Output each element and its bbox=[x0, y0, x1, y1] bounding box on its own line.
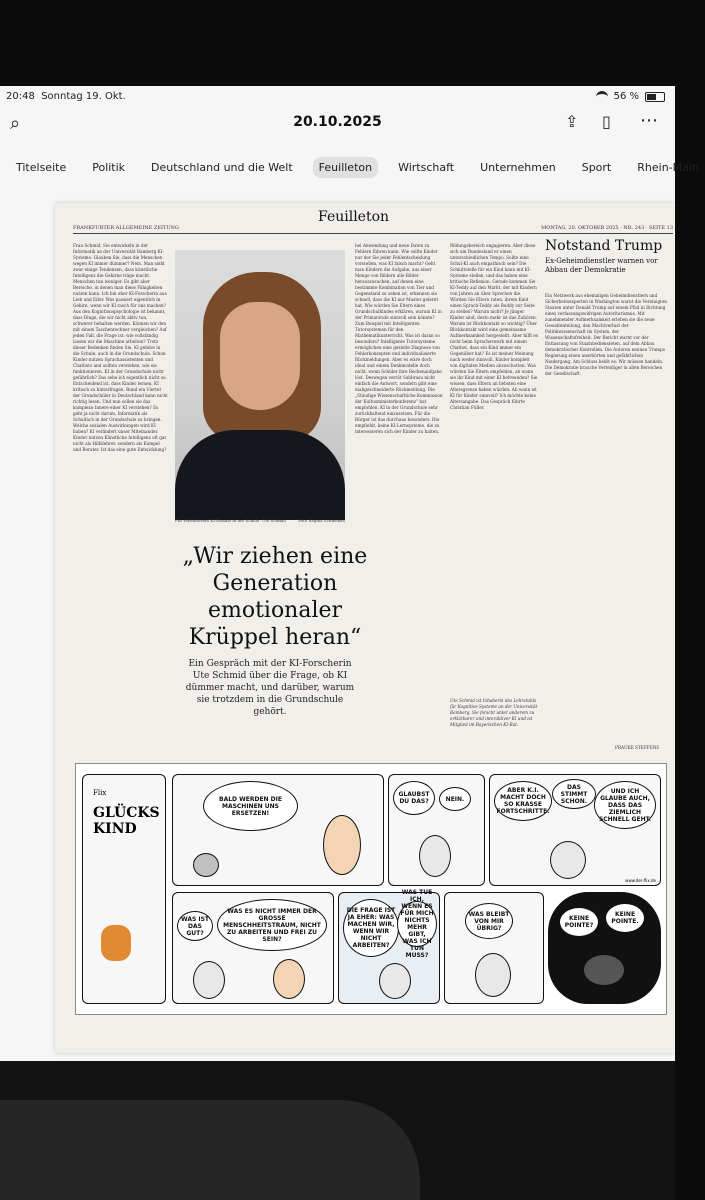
ipad-screen bbox=[0, 86, 699, 1061]
comic-panel-7 bbox=[548, 892, 661, 1004]
background-object bbox=[0, 1100, 420, 1200]
comic-panel-3 bbox=[489, 774, 661, 886]
edition-date: 20.10.2025 bbox=[293, 114, 382, 130]
speech-bubble: UND ICH GLAUBE AUCH, DASS DAS ZIEMLICH SCHNELL GEHT. bbox=[594, 781, 656, 829]
reader-toolbar bbox=[0, 106, 675, 146]
tab-wirtschaft[interactable]: Wirtschaft bbox=[398, 160, 455, 174]
speech-bubble: WAS ES NICHT IMMER DER GROSSE MENSCHHEITSTRAUM, NICHT ZU ARBEITEN UND FREI ZU SEIN? bbox=[217, 899, 327, 951]
character-figure bbox=[475, 953, 511, 997]
photo-credit: Foto Regina Schmeken bbox=[298, 518, 345, 523]
status-bar bbox=[0, 86, 675, 106]
section-title: Feuilleton bbox=[318, 209, 390, 225]
comic-name: GLÜCKS KIND bbox=[93, 805, 160, 837]
tab-titelseite[interactable]: Titelseite bbox=[16, 160, 67, 174]
speech-bubble: NEIN. bbox=[439, 787, 471, 811]
article-headline: „Wir ziehen eine Generation emotionaler Krüppel heran“ bbox=[182, 544, 368, 650]
article-column-3: Bildungsbereich engagieren. Aber diese sich um Bundesland er einen unterschiedlichen Tempo. Sollte eine Schul-KI auch empathisch sein? Die Schnittstelle für ein Kind kann mit KI-Systeme stellen, und das haben eine kritische Reflexion. Gerade kommen Sie KI-Teddy auf den Markt, der mit Kindern von Jahren an über Sprechen die. Würden Sie Eltern raten, ihrem Kind einen Sprach-Teddy als Buddy zur Seite zu stellen? Warum nicht? Je jünger Kinder sind, desto mehr ist das Zuhören. Warum ist Blickkontakt so wichtig? Über Blickkontakt wird eine gemeinsame Aufmerksamkeit hergestellt. Aber hilft es nicht beim Spracherwerb mit einem Chatbot, dass ein Kind immer ein Gegenüber hat? Es ist meiner Meinung nach weder sinnvoll, Kinder komplett von digitalen Medien abzuschotten. Was würden Sie Eltern empfehlen, ab wann sie ihr Kind mit einer KI befreunden? Sie wissen, dass Eltern an liebsten eine Altersgrenze haben würden: Ab wann ist KI für Kinder sinnvoll? Ich möchte keine Altersangabe. Das Gespräch führte Christian Füller. bbox=[450, 243, 538, 410]
article-column-2: bei Anwendung und neue Daten zu Fehlern führen kann. Wie sollte Kinder nur der Sie jeder Fehlentscheidung vorstellen, was KI falsch macht? Geht man Kindern die Aufgabe, aus einer Menge von Bildern alle Bilder herauszusuchen, auf denen eine bestimmte Kombination von Tier und Gegenstand zu sehen ist, erkennen sie schnell, dass die KI nur Muster gelernt hat. Wie würden Sie Eltern eines Grundschulkindes erklären, warum KI in der Primarstufe sinnvoll sein könnte? Zum Beispiel mit Intelligenten Tutorsystemen für den Mathematikunterricht. Was ist daran so besonders? Intelligente Tutorsysteme ermöglichen eine gezielte Diagnose von Fehlerkonzepten und individualisierte Rückmeldungen. Aber es wäre doch ideal und einem Denkmodelle doch nicht, wenn Schüler ihre Rechenaufgabe löst. Deswegen verrät Sabbrasu nicht einfach die Antwort, sondern gibt eine maßgeschneiderte Rückmeldung. Die „Stäudige Wissenschaftliche Kommission der Kultusministerkonferenz“ hat empfohlen, KI in der Grundschule sehr zurückhaltend einzusetzen. Für die Bürger ist das durchaus besonders. Die empfiehlt, keine KI-Lernsysteme, die zu interessieren sich der Kinder zu halten. bbox=[355, 243, 443, 434]
author-bio: Ute Schmid ist Inhaberin des Lehrstuhls für Kognitive Systeme an der Universität Bamberg. Sie forscht unter anderem zu erklärbarer und interaktiver KI und ist Mitglied im Bayerischen KI-Rat. bbox=[450, 698, 538, 727]
portrait-face bbox=[220, 302, 300, 410]
article-subhead: Ein Gespräch mit der KI-Forscherin Ute Schmid über die Frage, ob KI dümmer macht, und darüber, warum sie trotzdem in die Grundschule gehört. bbox=[185, 659, 355, 717]
comic-panel-4 bbox=[172, 892, 334, 1004]
battery-icon bbox=[645, 92, 665, 102]
status-time: 20:48 Sonntag 19. Okt. bbox=[6, 91, 126, 102]
character-figure bbox=[323, 815, 361, 875]
status-right bbox=[596, 91, 665, 102]
photo-caption: Für reflektierten KI-Einsatz in der Schule: Ute Schmid Foto Regina Schmeken bbox=[175, 518, 345, 523]
speech-bubble: DIE FRAGE IST JA EHER: WAS MACHEN WIR, WENN WIR NICHT ARBEITEN? bbox=[343, 899, 399, 957]
tab-unternehmen[interactable]: Unternehmen bbox=[480, 160, 556, 174]
speech-bubble: GLAUBST DU DAS? bbox=[393, 781, 435, 815]
sidebar-byline: FRAUKE STEFFENS bbox=[615, 745, 660, 750]
speech-bubble: WAS IST DAS GUT? bbox=[177, 911, 213, 941]
speech-bubble: KEINE POINTE. bbox=[605, 903, 645, 933]
comic-panel-2 bbox=[388, 774, 485, 886]
sidebar-body: Ein Netzwerk aus ehemaligen Geheimdienstlern und Sicherheitsexperten in Washington warnt die Vereinigten Staaten unter Donald Trump auf einem Pfad in Richtung eines verfassungswidrigen Autoritarismus. Mit zunehmender Aufmerksamkeit erleben sie die neue Gewaltenteilung, den Machtverlust der Politikwissenschaft im System, der Wissenschaftsfreiheit. Der Bericht warnt vor der Entlassung von Staatsbediensteten, auf dem Abbau demokratischer Kontrollen. Die Autoren nennen Trumps Regierung einen unerhörten und gefährlichen Niedergang. Am Schluss heißt es: Wir müssen handeln. Die Demokratie brauche Verteidiger in allen Bereichen der Gesellschaft. bbox=[545, 293, 667, 376]
page-dateline: MONTAG, 20. OKTOBER 2025 · NR. 243 · SEITE 13 bbox=[541, 225, 673, 231]
tab-feuilleton[interactable]: Feuilleton bbox=[313, 157, 378, 178]
tab-deutschland-und-die-welt[interactable]: Deutschland und die Welt bbox=[151, 160, 293, 174]
newspaper-page[interactable] bbox=[55, 203, 675, 1053]
character-figure bbox=[584, 955, 624, 985]
battery-percent: 56 % bbox=[613, 91, 639, 102]
comic-strip bbox=[75, 763, 667, 1015]
sidebar-subtitle: Ex-Geheimdienstler warnen vor Abbau der Demokratie bbox=[545, 257, 658, 274]
speech-bubble: DAS STIMMT SCHON. bbox=[552, 779, 596, 809]
speech-bubble: WAS TUE ICH, WENN ES FÜR MICH NICHTS MEHR GIBT, WAS ICH TUN MUSS? bbox=[397, 901, 437, 947]
wifi-icon bbox=[596, 91, 608, 102]
comic-title-panel bbox=[82, 774, 166, 1004]
page-masthead bbox=[73, 207, 673, 234]
bookmark-icon[interactable]: ▯ bbox=[602, 112, 611, 131]
comic-panel-6 bbox=[444, 892, 544, 1004]
character-figure bbox=[379, 963, 411, 999]
portrait-shirt bbox=[175, 430, 345, 520]
speech-bubble: BALD WERDEN DIE MASCHINEN UNS ERSETZEN! bbox=[203, 781, 298, 831]
sidebar-title: Notstand Trump bbox=[545, 238, 663, 254]
character-figure bbox=[193, 961, 225, 999]
animal-figure bbox=[193, 853, 219, 877]
section-nav bbox=[0, 150, 699, 184]
portrait-photo bbox=[175, 250, 345, 513]
character-figure bbox=[550, 841, 586, 879]
comic-panel-1 bbox=[172, 774, 384, 886]
sidebar-article-head bbox=[545, 238, 670, 275]
comic-credit: www.der-flix.de bbox=[625, 878, 656, 883]
speech-bubble: KEINE POINTE? bbox=[559, 907, 599, 937]
tab-politik[interactable]: Politik bbox=[92, 160, 126, 174]
more-icon[interactable]: ⋯ bbox=[640, 110, 658, 131]
speech-bubble: ABER K.I. MACHT DOCH SO KRASSE FORTSCHRITTE. bbox=[494, 781, 552, 821]
character-figure bbox=[273, 959, 305, 999]
comic-author: Flix bbox=[93, 789, 107, 797]
article-column-1: Frau Schmid, Sie entwickeln in der Informatik an der Universität Bamberg KI-Systeme. Glauben Sie, dass die Menschen wegen KI immer dümmer? Nein. Man sieht zwar einige Tendenzen, dass künstliche Intelligenz die Gehirne träge macht. Menschen tun weniger. Es gibt aber Bereiche, in denen man diese Fähigkeiten nutzen kann. Ich bin eher KI-Forscherin aus Lieb und Eifer. Was passiert eigentlich in Gehirn, wenn wir KI rasch für uns machen? Aus den Kognitionspsychologie ist bekannt, dass Dinge, die wir nicht aktiv tun, schwerer behalten werden. Können wir den mit einem Taschenrechner vergleichen? Auf jeden Fall, die Frage ist: wie vollständig lassen wir die Maschine arbeiten? Trotz dieser Bedenken finden Sie, KI gehöre in die Schule, auch in die Grundschule. Schon Kinder nutzen Sprachassistenten und Chatbots und sollten verstehen, wie sie funktionieren. KI in der Grundschule nicht gefährlich? Das sehe ich eigentlich nicht so. Entscheidend ist, dass Kinder lernen, KI kritisch zu hinterfragen. Rund ein Viertel der Grundschüler in Deutschland kann nicht richtig lesen. Und nun sollen sie das komplexe Innere einer KI verstehen? Es geht ja nicht darum, Informatik als Schulfach in der Grundschule zu bringen. Welche sozialen Auswirkungen wird KI haben? KI verändert unser Miteinander. Kinder nutzen Künstliche Intelligenz oft gar nicht als Hilfslehrer, sondern als Kumpel und Berater. Ist das eine gute Entwicklung? bbox=[73, 243, 168, 452]
tab-rhein-main[interactable]: Rhein-Main bbox=[637, 160, 699, 174]
search-icon[interactable]: ⌕ bbox=[10, 113, 21, 134]
robot-figure bbox=[101, 925, 131, 961]
paper-name: FRANKFURTER ALLGEMEINE ZEITUNG bbox=[73, 225, 179, 231]
character-figure bbox=[419, 835, 451, 877]
tab-sport[interactable]: Sport bbox=[581, 160, 612, 174]
speech-bubble: WAS BLEIBT VON MIR ÜBRIG? bbox=[465, 903, 513, 939]
share-icon[interactable]: ⇪ bbox=[565, 112, 579, 131]
comic-panel-5 bbox=[338, 889, 440, 1004]
